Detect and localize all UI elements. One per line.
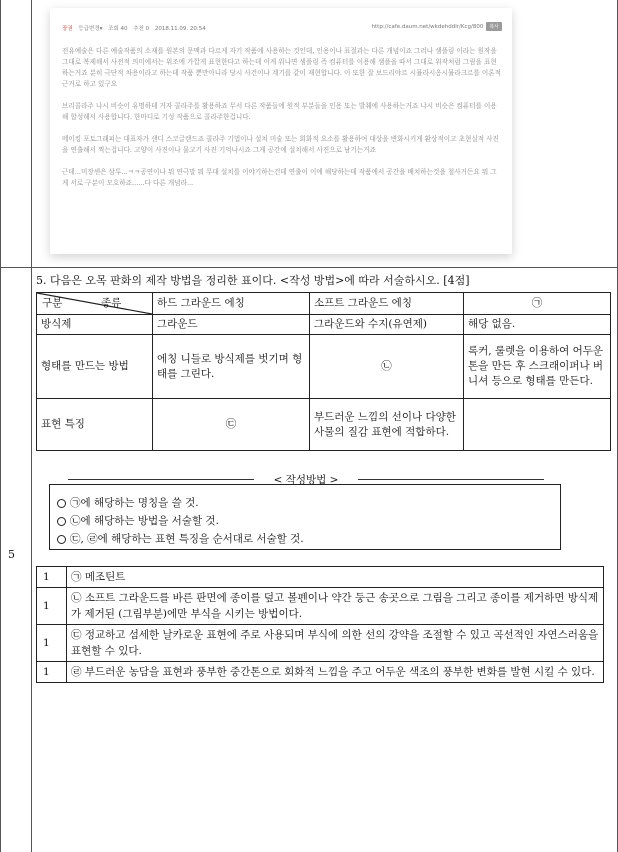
- cafe-post-meta: [62, 24, 210, 32]
- answer-score: 1: [37, 625, 67, 662]
- answer-text: ㉠ 메조틴트: [67, 567, 604, 588]
- answer-table: [36, 566, 604, 683]
- method-item-text: ㉠에 해당하는 명칭을 쓸 것.: [70, 497, 199, 509]
- answer-row: [37, 567, 604, 588]
- cafe-url: http://cafe.daum.net/wkdehddlr/Kcg/800: [371, 23, 484, 30]
- answer-text: ㉣ 부드러운 농담을 표현과 풍부한 중간톤으로 회화적 느낌을 주고 어두운 색조의 풍부한 변화를 발현 시킬 수 있다.: [67, 662, 604, 683]
- answer-score: 1: [37, 662, 67, 683]
- method-item-text: ㉢, ㉣에 해당하는 표현 특징을 순서대로 서술할 것.: [70, 533, 304, 545]
- copy-url-button: 복사: [486, 22, 502, 31]
- table-corner-cell: [37, 293, 153, 315]
- table-cell: 그라운드: [153, 315, 310, 335]
- table-header-row: [37, 293, 611, 315]
- answer-row: [37, 662, 604, 683]
- table-row: [37, 315, 611, 335]
- cafe-post-body: [62, 46, 502, 200]
- row-label: 형태를 만드는 방법: [37, 335, 153, 399]
- table-cell-blank-b: ㉡: [310, 335, 464, 399]
- cafe-paragraph: 근데...미장센은 삼투...ㅋㅋ공연이나 뭐 연극말 뭐 무대 설치를 이야기하는건데 연출이 이에 해당하는데 작품에서 공간을 배치하는것을 철사거든요 뭐 그게 서로 구분이 모호하죠......다 다른 개념라...: [62, 168, 497, 187]
- table-cell: 에칭 니들로 방식제를 벗기며 형태를 그린다.: [153, 335, 310, 399]
- frame-left-border: [0, 0, 1, 852]
- table-row: [37, 335, 611, 399]
- number-column-divider: [31, 0, 32, 852]
- header-soft-ground: 소프트 그라운드 에칭: [310, 293, 464, 315]
- corner-label-type: 종류: [101, 297, 122, 309]
- answer-row: [37, 625, 604, 662]
- method-item: [57, 513, 219, 528]
- method-item-text: ㉡에 해당하는 방법을 서술할 것.: [70, 515, 219, 527]
- table-cell-empty: [464, 399, 611, 451]
- row-label: 방식제: [37, 315, 153, 335]
- method-box: [49, 484, 561, 550]
- answer-text: ㉢ 정교하고 섬세한 날카로운 표현에 주로 사용되며 부식에 의한 선의 강약을 조절할 수 있고 곡선적인 자연스러움을 표현할 수 있다.: [67, 625, 604, 662]
- cafe-url-bar: [372, 22, 502, 31]
- cafe-date: 2018.11.09. 20:54: [154, 26, 206, 32]
- cafe-level: 등급변경▾: [78, 26, 103, 32]
- answer-row: [37, 588, 604, 625]
- answer-text: ㉡ 소프트 그라운드를 바른 판면에 종이를 덮고 볼펜이나 약간 둥근 송곳으로 그림을 그리고 종이를 제거하면 방식제가 제거된 (그림부분)에만 부식을 시키는 방법이다.: [67, 588, 604, 625]
- corner-label-category: 구분: [42, 297, 63, 309]
- table-cell: 부드러운 느낌의 선이나 다양한 사물의 질감 표현에 적합하다.: [310, 399, 464, 451]
- cafe-views: 조회 40: [108, 26, 128, 32]
- etching-table: [36, 292, 611, 451]
- header-blank-a: ㉠: [464, 293, 611, 315]
- cafe-paragraph: 브리콜라주 냐시 비슷이 유명하데 거자 콜라주를 활용하죠 무서 다른 작품들에 원적 부분들을 인용 또는 발췌에 사용하는거죠 냐시 비슷은 컴퓨터를 이용해 합성해서 사용합니다. 한마디로 기성 작품으로 콜라주한겁니다.: [62, 102, 497, 121]
- cafe-author: 장권: [62, 26, 73, 32]
- table-cell-blank-c: ㉢: [153, 399, 310, 451]
- cafe-post-screenshot: [50, 8, 512, 254]
- cafe-paragraph: 메이킹 포토그래피는 대표자가 샌디 스코글랜드죠 콜라주 기법이나 설치 미술 또는 회화적 요소를 활용하여 대상을 변화시키게 환상적이고 초현실적 사진을 연출해서 찍는겁니다. 고양이 사진이나 물고기 사진 기억나시죠 그게 공간에 설치해서 사진으로 남기는거죠: [62, 135, 499, 154]
- bullet-circle-icon: [57, 499, 66, 508]
- table-cell: 그라운드와 수지(유연제): [310, 315, 464, 335]
- bullet-circle-icon: [57, 535, 66, 544]
- cafe-paragraph: 전유예술은 다른 예술작품의 소재를 원본의 문맥과 다르게 자기 작품에 사용하는 것인데, 인용이나 표절과는 다른 개념이죠 그러나 샘플링 이라는 원작을 그대로 복제해서 사전적 의미에서는 위조에 가깝게 표현한다고 하는데 이게 워나면 샘플링 즉 컴퓨터를 이용해 샘플을 따서 그대로 위작처럼 그림을 표현하는거죠 분히 극단적 차용이라고 하는데 작품 뿐만아니라 당시 사건이나 계기를 같이 재현합니다. 이 또한 잘 보드리야르 시뮬라시옹시뮬라크르를 이론적 근거로 하고 있구요: [62, 47, 502, 88]
- method-title: < 작성방법 >: [273, 474, 339, 486]
- question-number: 5: [8, 548, 15, 561]
- section-divider: [0, 267, 618, 268]
- method-item: [57, 495, 199, 510]
- method-item: [57, 531, 304, 546]
- answer-score: 1: [37, 588, 67, 625]
- question-title: 5. 다음은 오목 판화의 제작 방법을 정리한 표이다. <작성 방법>에 따라 서술하시오. [4점]: [36, 274, 470, 287]
- header-hard-ground: 하드 그라운드 에칭: [153, 293, 310, 315]
- table-cell: 록커, 룰렛을 이용하여 어두운 톤을 만든 후 스크래이퍼나 버니셔 등으로 형태를 만든다.: [464, 335, 611, 399]
- answer-score: 1: [37, 567, 67, 588]
- cafe-likes: 추천 0: [133, 26, 150, 32]
- row-label: 표현 특징: [37, 399, 153, 451]
- table-row: [37, 399, 611, 451]
- bullet-circle-icon: [57, 517, 66, 526]
- table-cell: 해당 없음.: [464, 315, 611, 335]
